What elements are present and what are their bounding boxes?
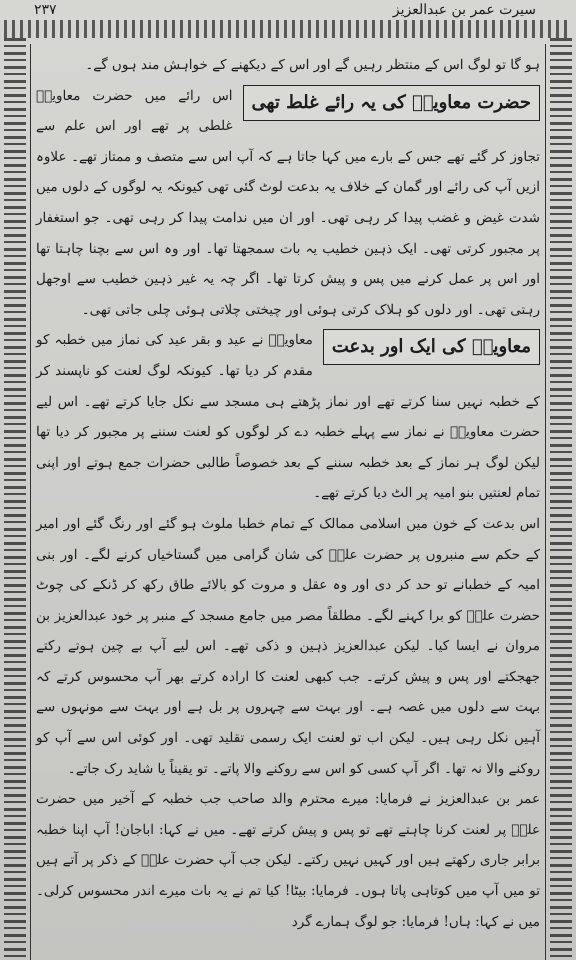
ornamental-border-top (4, 20, 572, 38)
page-body (36, 50, 540, 937)
section-heading: حضرت معاویہؓ کی یہ رائے غلط تھی (243, 85, 540, 121)
page-number: ۲۳۷ (34, 2, 57, 18)
paragraph: معاویہؓ نے عید و بقر عید کی نماز میں خطبہ کو مقدم کر دیا تھا۔ کیونکہ لوگ لعنت کو ناپسند کر کے خطبہ نہیں سنا کرتے تھے اور نماز پڑھتے ہی مسجد سے نکل جایا کرتے تھے۔ اس لیے حضرت معاویہؓ نے نماز سے پہلے خطبہ دے کر لوگوں کو لعنت سننے پر مجبور کر دیا تھا لیکن لوگ ہر نماز کے بعد خطبہ سننے کے بعد خصوصاً طالبی حضرات جمع ہوتے اور اپنی تمام لعنتیں بنو امیہ پر الٹ دیا کرتے تھے۔ (36, 332, 540, 502)
running-title: سیرت عمر بن عبدالعزیز (392, 2, 536, 18)
ornamental-border-left (4, 38, 26, 960)
section-heading: معاویہؓ کی ایک اور بدعت (323, 329, 540, 365)
paragraph: اس بدعت کے خون میں اسلامی ممالک کے تمام خطبا ملوث ہو گئے اور رنگ گئے اور امیر کے حکم سے منبروں پر حضرت علیؓ کی شان گرامی میں گستاخیاں کرنے لگے۔ اور بنی امیہ کے خطبانے تو حد کر دی اور وہ عقل و مروت کو بالائے طاق رکھ کر ڈنکے کی چوٹ حضرت علیؓ کو برا کہنے لگے۔ مطلقاً مصر میں جامع مسجد کے منبر پر خود عبدالعزیز بن مروان نے ایسا کیا۔ لیکن عبدالعزیز ذہین و ذکی تھے۔ اس لیے آپ بے چین ہوتے رکتے جھجکتے اور پس و پیش کرتے۔ جب کبھی لعنت کا ارادہ کرتے بھر آپ محسوس کرتے کہ بہت سے دلوں میں غصہ ہے۔ اور بہت سے چہروں پر بل ہے اور بہت سے مونہوں سے آہیں نکل رہی ہیں۔ لیکن اب تو لعنت ایک رسمی تقلید تھی۔ اور کوئی اس سے آپ کو روکنے والا نہ تھا۔ اگر آپ کسی کو اس سے روکنے والا پاتے۔ تو یقیناً یا شاید رک جاتے۔ (36, 515, 540, 777)
ornamental-border-right (550, 38, 572, 960)
paragraph: ہو گا تو لوگ اس کے منتظر رہیں گے اور اس کے دیکھنے کے خواہش مند ہوں گے۔ (85, 57, 540, 73)
paragraph: عمر بن عبدالعزیز نے فرمایا: میرے محترم والد صاحب جب خطبہ کے آخیر میں حضرت علیؓ پر لعنت کرنا چاہتے تھے تو پس و پیش کرتے تھے۔ میں نے کہا: اباجان! آپ اپنا خطبہ برابر جاری رکھتے ہیں اور کہیں نہیں رکتے۔ لیکن جب آپ حضرت علیؓ کے ذکر پر آتے ہیں تو میں آپ میں کوتاہی پاتا ہوں۔ فرمایا: بیٹا! کیا تم نے یہ بات میرے اندر محسوس کرلی۔ میں نے کہا: ہاں! فرمایا: جو لوگ ہمارے گرد (36, 791, 540, 930)
paragraph: اس رائے میں حضرت معاویہؓ غلطی پر تھے اور اس علم سے تجاوز کر گئے تھے جس کے بارے میں کہا جاتا ہے کہ آپ اس سے متصف و ممتاز تھے۔ علاوہ ازیں آپ کی رائے اور گمان کے خلاف یہ بدعت لوٹ گئی تھی کیونکہ یہ لوگوں کے دلوں میں شدت غیض و غضب پیدا کر رہی تھی۔ اور ان میں ندامت پیدا کر رہی تھی۔ جو استغفار پر مجبور کرتی تھی۔ ایک ذہین خطیب یہ بات سمجھتا تھا۔ اور وہ اس سے بچنا چاہتا تھا اور اس پر عمل کرنے میں پس و پیش کرتا تھا۔ اگر چہ یہ غیر ذہین خطیب سے اوجھل رہتی تھی۔ اور دلوں کو ہلاک کرتی ہوئی اور چیختی چلاتی ہوئی چلی جاتی تھی۔ (36, 87, 540, 318)
